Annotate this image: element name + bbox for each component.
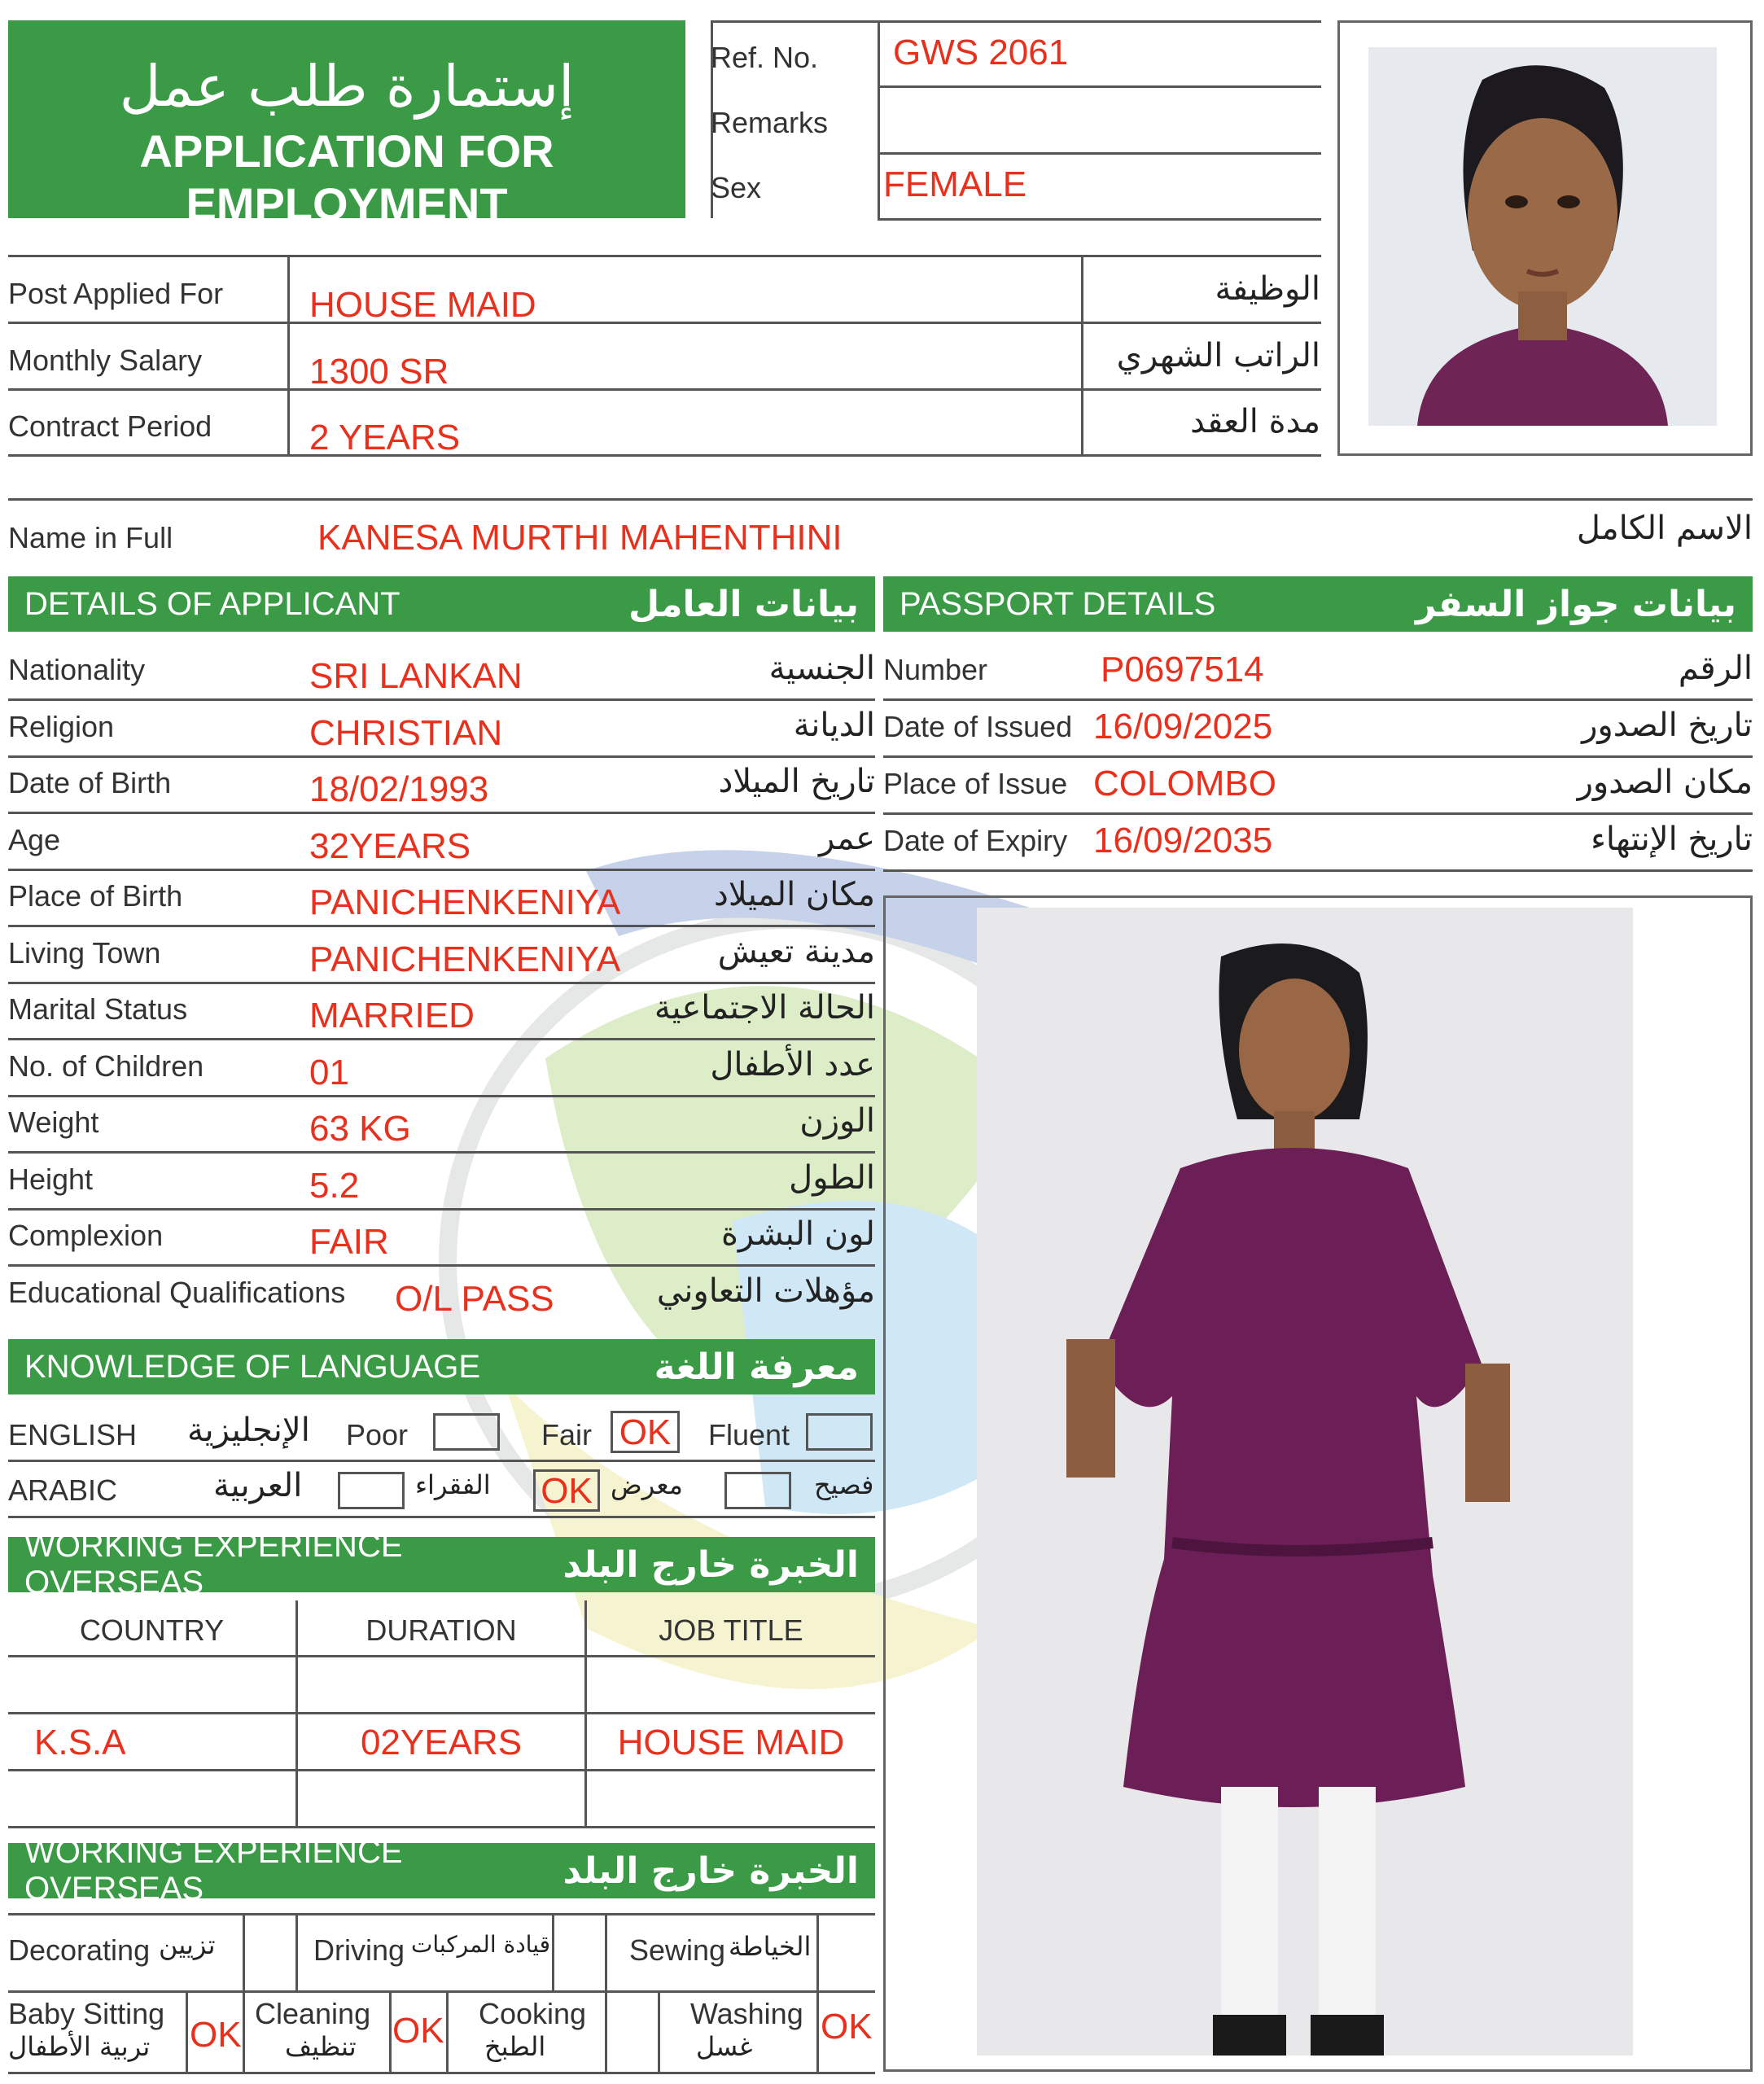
applicant-label-ar: مؤهلات التعاوني: [656, 1272, 875, 1310]
skill-cleaning-mark: OK: [392, 2011, 444, 2051]
arabic-poor-label-ar: الفقراء: [415, 1469, 491, 1500]
applicant-label: Weight: [8, 1105, 99, 1139]
applicant-value: 32YEARS: [309, 825, 471, 866]
applicant-value: PANICHENKENIYA: [309, 882, 621, 922]
passport-value: 16/09/2025: [1093, 707, 1273, 746]
arabic-fair-label-ar: معرض: [611, 1469, 683, 1500]
passport-header-en: PASSPORT DETAILS: [900, 585, 1216, 622]
monthly-salary-label: Monthly Salary: [8, 344, 203, 377]
passport-label-ar: تاريخ الصدور: [1582, 707, 1753, 744]
arabic-label: ARABIC: [8, 1473, 118, 1507]
full-name-value: KANESA MURTHI MAHENTHINI: [317, 518, 843, 558]
contract-period-value: 2 YEARS: [309, 418, 461, 458]
applicant-label-ar: الوزن: [799, 1102, 875, 1140]
experience-section-header: [8, 1528, 875, 1600]
post-applied-value: HOUSE MAID: [309, 285, 536, 325]
applicant-label: No. of Children: [8, 1049, 204, 1083]
sex-label: Sex: [711, 171, 762, 204]
language-header-ar: معرفة اللغة: [654, 1346, 859, 1388]
monthly-salary-value: 1300 SR: [309, 352, 449, 392]
passport-header-ar: بيانات جواز السفر: [1415, 583, 1736, 625]
passport-label-ar: الرقم: [1678, 650, 1753, 687]
english-poor-checkbox[interactable]: [433, 1413, 500, 1451]
monthly-salary-label-ar: الراتب الشهري: [1116, 337, 1320, 374]
english-label: ENGLISH: [8, 1418, 138, 1451]
applicant-label-ar: عدد الأطفال: [710, 1045, 875, 1084]
applicant-value: 63 KG: [309, 1109, 411, 1149]
experience-col-duration: DURATION: [365, 1613, 517, 1647]
form-title-english: APPLICATION FOR EMPLOYMENT: [139, 125, 554, 230]
experience-job: HOUSE MAID: [617, 1723, 845, 1762]
english-fluent-checkbox[interactable]: [806, 1413, 873, 1451]
applicant-label-ar: تاريخ الميلاد: [718, 763, 875, 800]
applicant-label-ar: مدينة تعيش: [717, 932, 875, 970]
applicant-label: Marital Status: [8, 992, 188, 1026]
experience-col-job: JOB TITLE: [659, 1613, 803, 1647]
english-fair-checkbox[interactable]: OK: [611, 1411, 680, 1453]
applicant-value: FAIR: [309, 1222, 389, 1262]
english-poor-label: Poor: [346, 1418, 409, 1451]
passport-label-ar: تاريخ الإنتهاء: [1591, 821, 1753, 858]
experience-header-en: WORKING EXPERIENCE OVERSEAS: [24, 1528, 403, 1600]
skills-header-en: WORKING EXPERIENCE OVERSEAS: [24, 1834, 403, 1907]
experience-header-ar: الخبرة خارج البلد: [562, 1543, 859, 1586]
passport-photo: [1368, 47, 1717, 426]
applicant-label-ar: الحالة الاجتماعية: [654, 989, 875, 1027]
passport-label: Number: [883, 653, 988, 686]
skill-sewing-label-ar: الخياطة: [729, 1931, 812, 1962]
passport-label: Date of Expiry: [883, 824, 1068, 857]
applicant-label: Place of Birth: [8, 879, 183, 913]
passport-label: Date of Issued: [883, 710, 1073, 743]
applicant-value: SRI LANKAN: [309, 656, 523, 696]
applicant-label: Educational Qualifications: [8, 1275, 346, 1309]
english-fluent-label: Fluent: [708, 1418, 790, 1451]
english-fair-label: Fair: [541, 1418, 592, 1451]
english-label-ar: الإنجليزية: [187, 1412, 310, 1449]
skill-babysitting-mark: OK: [190, 2015, 242, 2055]
passport-value: P0697514: [1101, 650, 1264, 690]
skill-washing-label-ar: غسل: [696, 2031, 753, 2062]
skill-decorating-label-ar: تزيين: [159, 1929, 216, 1960]
experience-duration: 02YEARS: [360, 1723, 523, 1762]
skill-cleaning-label: Cleaning: [255, 1997, 371, 2030]
arabic-fluent-checkbox[interactable]: [724, 1472, 791, 1509]
full-body-photo: [977, 908, 1633, 2056]
full-name-label: Name in Full: [8, 521, 173, 554]
applicant-label: Age: [8, 822, 61, 856]
applicant-label-ar: عمر: [818, 819, 875, 857]
ref-label: Ref. No.: [711, 41, 819, 74]
skill-cooking-label: Cooking: [479, 1997, 587, 2030]
experience-country: K.S.A: [34, 1723, 126, 1762]
applicant-label-ar: الديانة: [793, 706, 875, 744]
passport-section-header: [883, 576, 1753, 632]
applicant-label-ar: مكان الميلاد: [714, 876, 875, 913]
sex-value: FEMALE: [883, 164, 1027, 204]
skill-driving-label: Driving: [313, 1933, 405, 1967]
applicant-header-ar: بيانات العامل: [628, 583, 859, 625]
contract-period-label-ar: مدة العقد: [1190, 403, 1320, 440]
applicant-label-ar: الطول: [789, 1158, 875, 1197]
post-applied-label: Post Applied For: [8, 277, 224, 310]
arabic-poor-checkbox[interactable]: [338, 1472, 405, 1509]
applicant-label-ar: الجنسية: [768, 650, 875, 687]
ref-value: GWS 2061: [893, 33, 1069, 72]
skills-header-ar: الخبرة خارج البلد: [562, 1850, 859, 1892]
applicant-section-header: [8, 576, 875, 632]
arabic-fair-checkbox[interactable]: OK: [533, 1469, 600, 1512]
passport-value: COLOMBO: [1093, 764, 1276, 803]
full-photo-frame: [883, 895, 1753, 2072]
applicant-label: Date of Birth: [8, 766, 172, 799]
skill-babysitting-label: Baby Sitting: [8, 1997, 165, 2030]
full-name-label-ar: الاسم الكامل: [1576, 510, 1753, 547]
applicant-value: 18/02/1993: [309, 769, 489, 809]
skill-cleaning-label-ar: تنظيف: [285, 2031, 357, 2062]
arabic-label-ar: العربية: [213, 1467, 303, 1504]
remarks-label: Remarks: [711, 106, 829, 139]
language-header-en: KNOWLEDGE OF LANGUAGE: [24, 1348, 481, 1385]
passport-label-ar: مكان الصدور: [1577, 764, 1753, 801]
form-title-arabic: إستمارة طلب عمل: [119, 53, 575, 120]
arabic-fluent-label-ar: فصيح: [814, 1469, 874, 1500]
applicant-label: Religion: [8, 709, 115, 743]
contract-period-label: Contract Period: [8, 409, 212, 443]
applicant-label: Nationality: [8, 653, 146, 686]
skill-sewing-label: Sewing: [629, 1933, 726, 1967]
applicant-value: O/L PASS: [395, 1278, 554, 1319]
applicant-value: CHRISTIAN: [309, 712, 503, 753]
applicant-label-ar: لون البشرة: [720, 1215, 875, 1253]
form-title-block: [8, 20, 685, 230]
skill-decorating-label: Decorating: [8, 1933, 151, 1967]
skill-cooking-label-ar: الطبخ: [484, 2031, 546, 2062]
language-section-header: [8, 1339, 875, 1394]
applicant-value: 01: [309, 1052, 349, 1092]
passport-photo-frame: [1337, 20, 1753, 456]
applicant-label: Complexion: [8, 1219, 164, 1252]
experience-col-country: COUNTRY: [79, 1613, 225, 1647]
applicant-header-en: DETAILS OF APPLICANT: [24, 585, 401, 622]
applicant-value: 5.2: [309, 1165, 360, 1206]
passport-label: Place of Issue: [883, 767, 1068, 800]
skill-washing-mark: OK: [821, 2007, 873, 2047]
post-applied-label-ar: الوظيفة: [1215, 270, 1320, 308]
applicant-value: MARRIED: [309, 996, 475, 1035]
skill-driving-label-ar: قيادة المركبات: [411, 1931, 551, 1958]
applicant-label: Living Town: [8, 935, 161, 970]
applicant-label: Height: [8, 1162, 94, 1196]
applicant-value: PANICHENKENIYA: [309, 939, 621, 979]
skill-babysitting-label-ar: تربية الأطفال: [8, 2031, 151, 2062]
skills-section-header: [8, 1834, 875, 1907]
passport-value: 16/09/2035: [1093, 821, 1273, 860]
skill-washing-label: Washing: [690, 1997, 803, 2030]
